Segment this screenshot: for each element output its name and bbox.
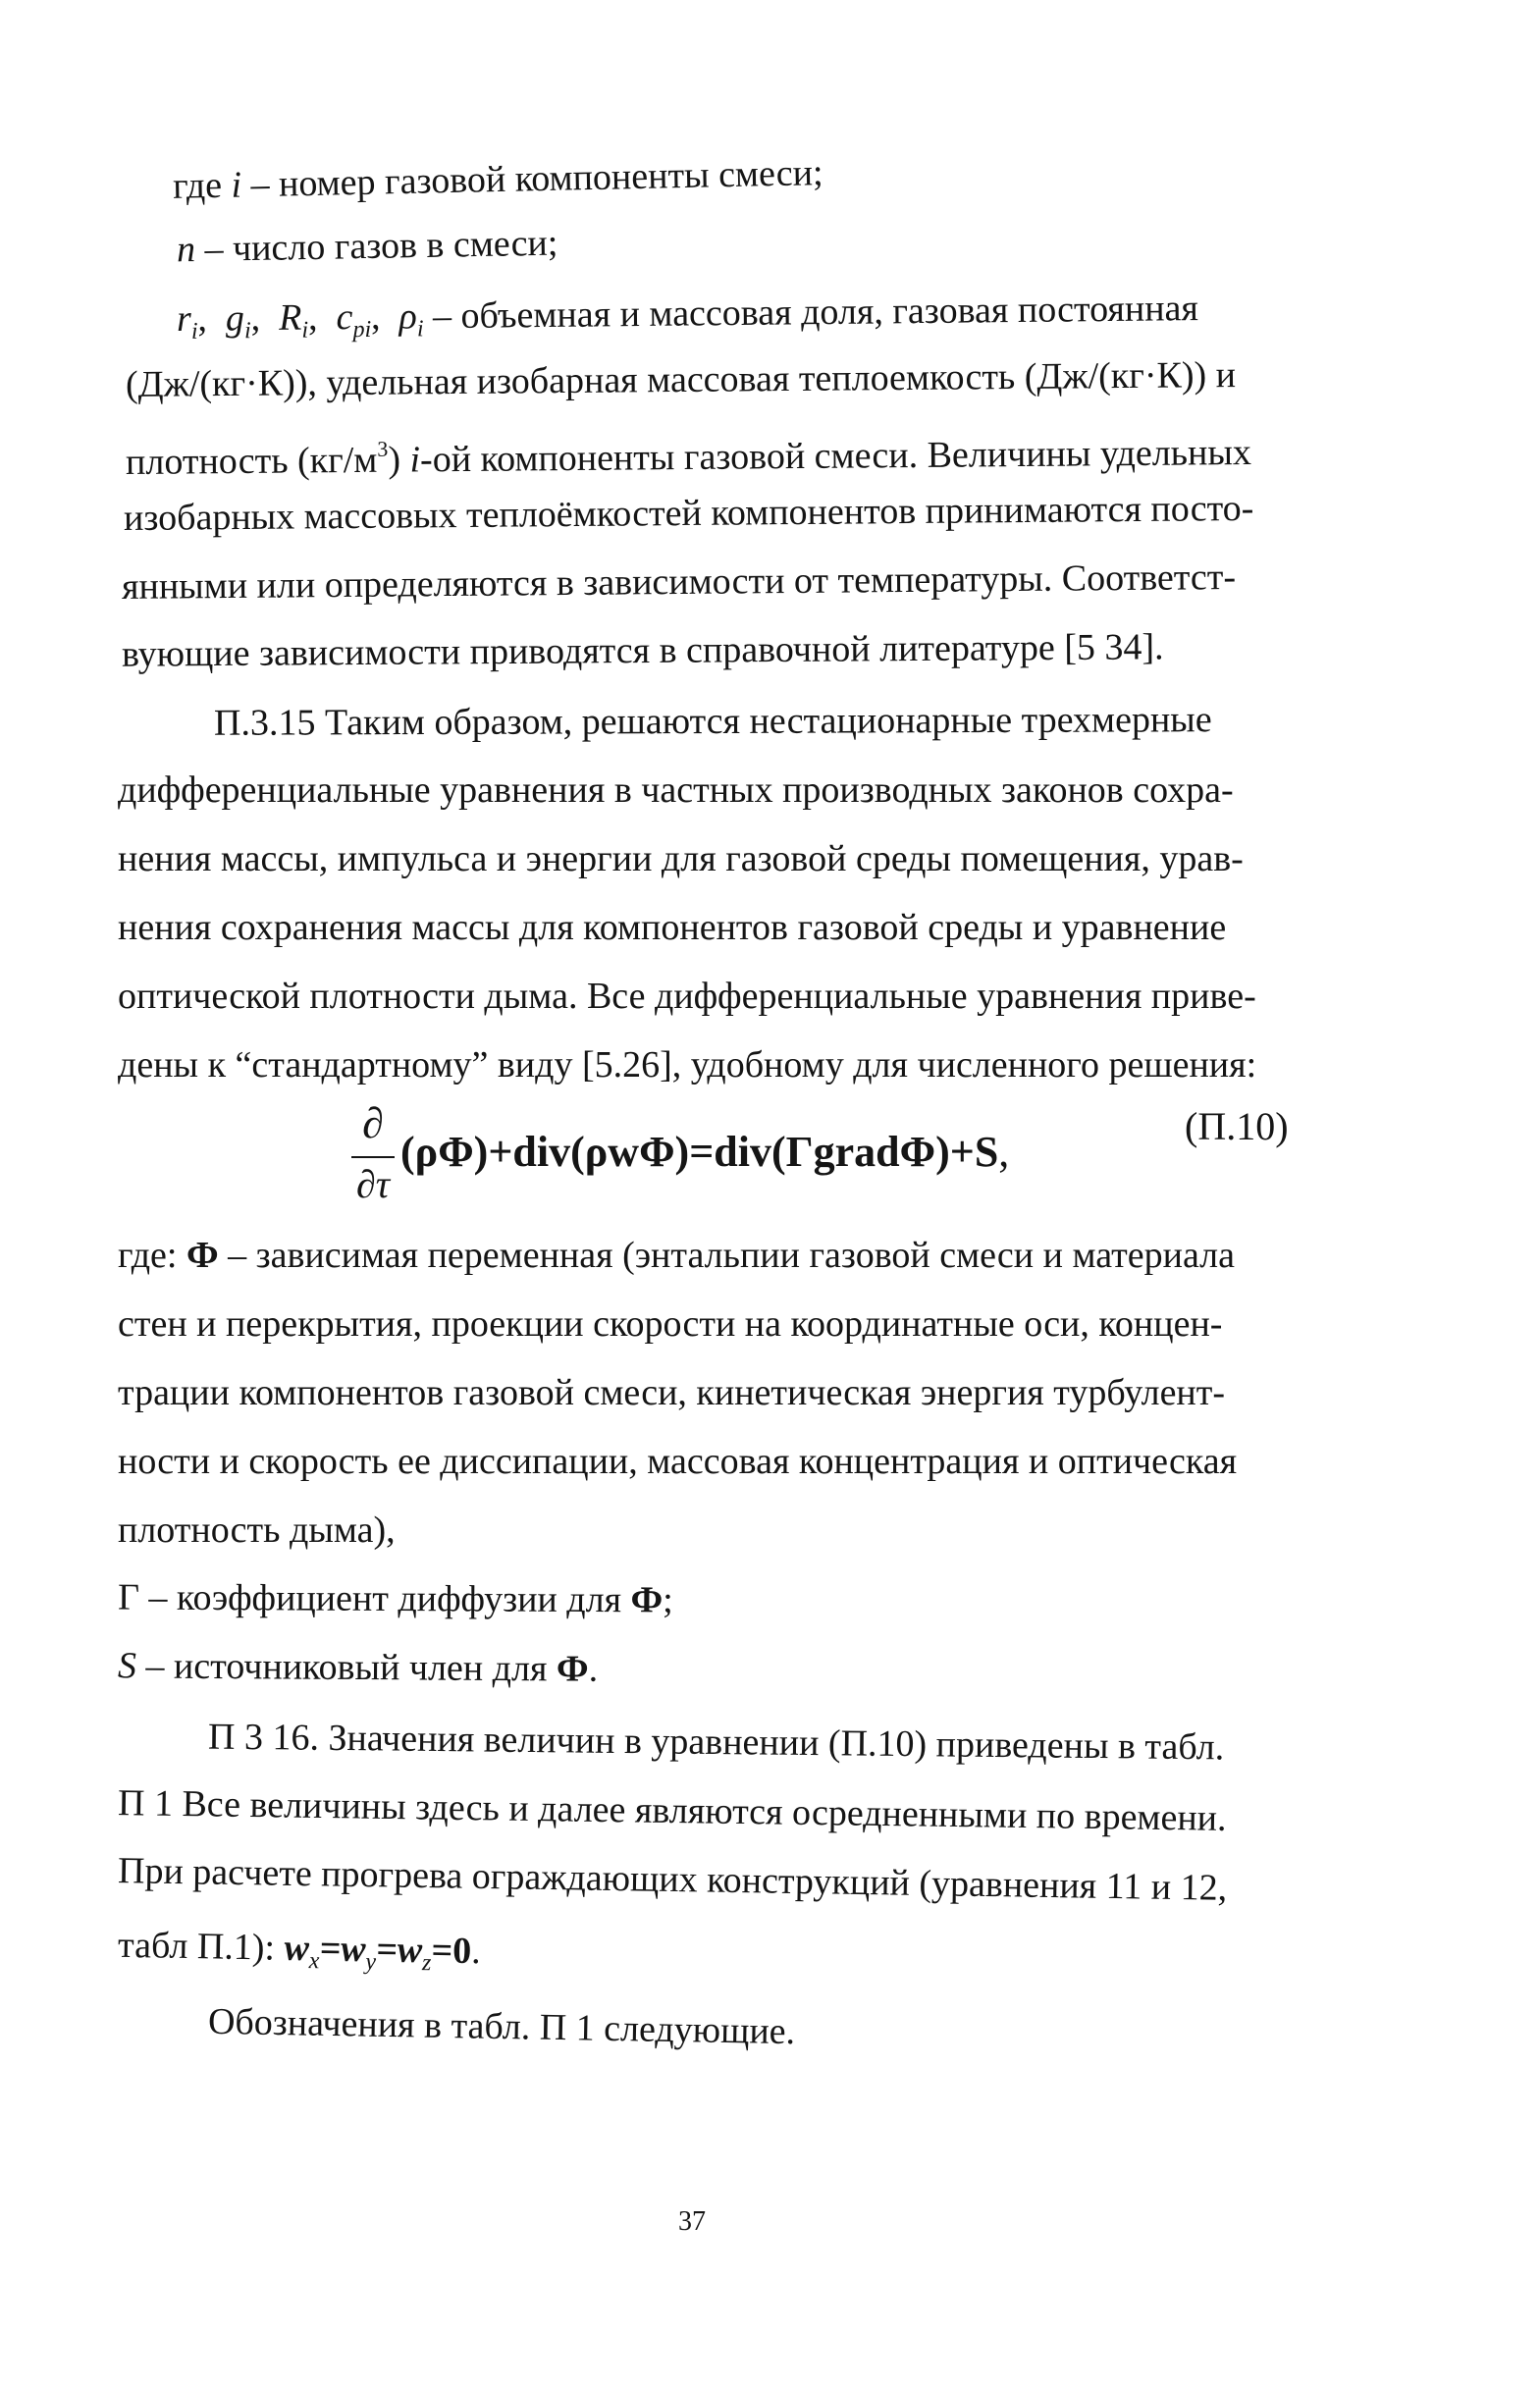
text-line-9: П.3.15 Таким образом, решаются нестационарные трехмерные: [213, 699, 1212, 744]
equation-body: (ρΦ)+div(ρwΦ)=div(ΓgradΦ)+S,: [400, 1128, 1010, 1176]
text-line-12: нения сохранения массы для компонентов газовой среды и уравнение: [118, 907, 1227, 948]
text-line-13: оптической плотности дыма. Все дифференциальные уравнения приве-: [118, 976, 1256, 1017]
text-line-8: вующие зависимости приводятся в справочной литературе [5 34].: [121, 626, 1164, 675]
definition-i: где i – номер газовой компоненты смеси;: [172, 152, 823, 207]
text-line-7: янными или определяются в зависимости от температуры. Соответст-: [121, 556, 1237, 608]
definition-n: n – число газов в смеси;: [176, 222, 558, 271]
text-line-19: плотность дыма),: [118, 1509, 396, 1551]
equation-p10: ∂ ∂τ (ρΦ)+div(ρwΦ)=div(ΓgradΦ)+S,: [344, 1099, 1031, 1217]
text-line-15: где: Ф – зависимая переменная (энтальпии газовой смеси и материала: [118, 1235, 1235, 1276]
text-line-10: дифференциальные уравнения в частных производных законов сохра-: [118, 769, 1234, 811]
page-number: 37: [678, 2206, 706, 2237]
text-line-16: стен и перекрытия, проекции скорости на координатные оси, концен-: [118, 1303, 1223, 1345]
text-line-5: плотность $(кг/м^3)$ i-ой компоненты газовой смеси. Величины удельных: [125, 431, 1252, 484]
definition-gamma: Г – коэффициент диффузии для Ф;: [117, 1576, 673, 1621]
text-line-11: нения массы, импульса и энергии для газовой среды помещения, урав-: [118, 838, 1244, 879]
definition-s: S – источниковый член для Ф.: [117, 1645, 599, 1690]
text-line-22: П 3 16. Значения величин в уравнении (П.10) приведены в табл.: [207, 1716, 1225, 1769]
text-line-26: Обозначения в табл. П 1 следующие.: [207, 2000, 796, 2053]
text-line-18: ности и скорость ее диссипации, массовая концентрация и оптическая: [118, 1441, 1238, 1482]
definition-symbols: $r_i$, $g_i$, $R_i$, $c_{pi}$, $\rho_i$ – объемная и массовая доля, газовая постоянная: [176, 288, 1199, 344]
text-line-14: дены к “стандартному” виду [5.26], удобному для численного решения:: [118, 1044, 1257, 1086]
text-line-6: изобарных массовых теплоёмкостей компонентов принимаются посто-: [123, 487, 1254, 540]
fraction-bar: [351, 1156, 395, 1158]
text-line-24: При расчете прогрева ограждающих конструкций (уравнения 11 и 12,: [117, 1850, 1228, 1909]
text-line-4: (Дж/(кг·К)), удельная изобарная массовая теплоемкость (Дж/(кг·К)) и: [125, 354, 1237, 405]
equation-number: (П.10): [1185, 1104, 1289, 1148]
text-line-23: П 1 Все величины здесь и далее являются осредненными по времени.: [117, 1782, 1227, 1839]
text-line-25: табл П.1): $w_x=w_y=w_z=0$.: [117, 1924, 482, 1977]
text-line-17: трации компонентов газовой смеси, кинетическая энергия турбулент-: [118, 1372, 1226, 1413]
